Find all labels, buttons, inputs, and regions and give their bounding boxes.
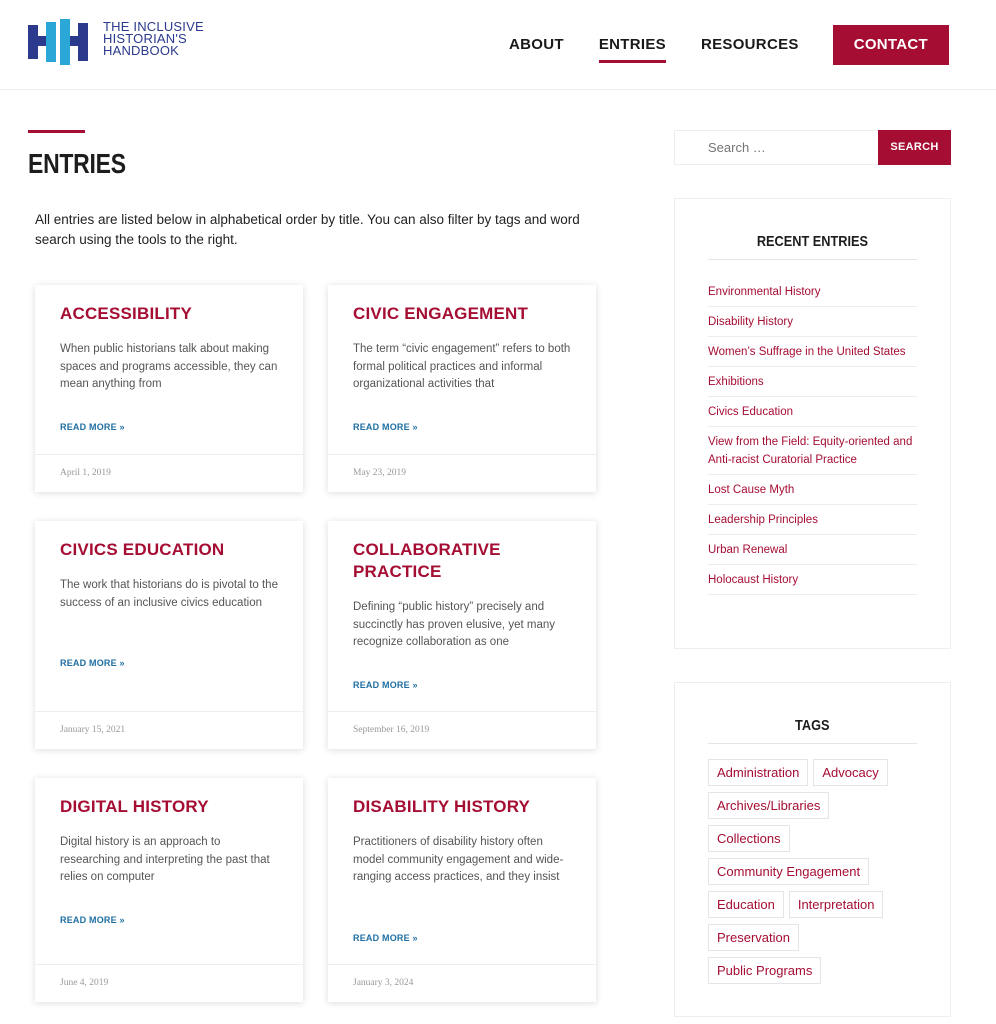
recent-entry-link[interactable]: Exhibitions (708, 367, 917, 397)
entry-card-title[interactable]: CIVIC ENGAGEMENT (353, 304, 529, 323)
nav-about[interactable]: ABOUT (509, 36, 564, 53)
recent-entry-link[interactable]: View from the Field: Equity-oriented and Anti-racist Curatorial Practice (708, 427, 917, 475)
entry-card-excerpt: The work that historians do is pivotal to the success of an inclusive civics education (60, 579, 278, 609)
recent-entries-title: RECENT ENTRIES (708, 233, 917, 260)
logo-icon (28, 19, 92, 65)
tag-public-programs[interactable]: Public Programs (708, 957, 821, 984)
entry-card-title[interactable]: CIVICS EDUCATION (60, 540, 225, 559)
site-header (0, 0, 996, 90)
recent-entry-link[interactable]: Holocaust History (708, 565, 917, 595)
read-more-link[interactable]: READ MORE » (353, 422, 418, 432)
logo-text (103, 21, 204, 57)
read-more-link[interactable]: READ MORE » (353, 933, 418, 943)
tag-administration[interactable]: Administration (708, 759, 808, 786)
entry-card (35, 778, 303, 1002)
entry-card-date: April 1, 2019 (35, 454, 303, 492)
nav-resources[interactable]: RESOURCES (700, 36, 799, 53)
title-accent-bar (28, 130, 85, 133)
page-intro: All entries are listed below in alphabetical order by title. You can also filter by tags and word search using the tools to the right. (35, 212, 580, 247)
tags-title: TAGS (708, 717, 917, 744)
entry-card (35, 285, 303, 492)
entry-card-date: June 4, 2019 (35, 964, 303, 1002)
entry-card-date: May 23, 2019 (328, 454, 596, 492)
site-logo[interactable] (28, 19, 204, 65)
recent-entry-link[interactable]: Disability History (708, 307, 917, 337)
entry-card (328, 521, 596, 749)
entry-card-excerpt: Practitioners of disability history often model community engagement and wide-ranging access practices, and they insist (353, 836, 564, 883)
nav-entries[interactable]: ENTRIES (599, 26, 666, 64)
read-more-link[interactable]: READ MORE » (353, 680, 418, 690)
tag-education[interactable]: Education (708, 891, 784, 918)
recent-entry-link[interactable]: Women’s Suffrage in the United States (708, 337, 917, 367)
tag-interpretation[interactable]: Interpretation (789, 891, 884, 918)
tag-advocacy[interactable]: Advocacy (813, 759, 887, 786)
read-more-link[interactable]: READ MORE » (60, 658, 125, 668)
read-more-link[interactable]: READ MORE » (60, 915, 125, 925)
tags-widget (674, 682, 951, 1017)
logo-line-1: THE INCLUSIVE (103, 19, 204, 34)
tag-archives-libraries[interactable]: Archives/Libraries (708, 792, 829, 819)
main-nav (474, 25, 949, 65)
nav-contact-button[interactable]: CONTACT (833, 25, 949, 65)
logo-line-3: HANDBOOK (103, 43, 180, 58)
tag-collections[interactable]: Collections (708, 825, 790, 852)
entry-card-date: January 3, 2024 (328, 964, 596, 1002)
entry-card (328, 285, 596, 492)
page-title: ENTRIES (28, 148, 126, 179)
entry-card-excerpt: When public historians talk about making spaces and programs accessible, they can mean anything from (60, 343, 278, 390)
entry-card-excerpt: The term “civic engagement” refers to both formal political practices and informal organizational activities that (353, 343, 571, 390)
tag-community-engagement[interactable]: Community Engagement (708, 858, 869, 885)
recent-entry-link[interactable]: Leadership Principles (708, 505, 917, 535)
entry-card (328, 778, 596, 1002)
entry-card (35, 521, 303, 749)
recent-entry-link[interactable]: Civics Education (708, 397, 917, 427)
entry-card-title[interactable]: DISABILITY HISTORY (353, 797, 531, 816)
entry-card-title[interactable]: ACCESSIBILITY (60, 304, 193, 323)
recent-entries-widget (674, 198, 951, 649)
recent-entries-list (708, 277, 917, 595)
logo-line-2: HISTORIAN'S (103, 31, 187, 46)
entry-card-date: September 16, 2019 (328, 711, 596, 749)
entry-card-date: January 15, 2021 (35, 711, 303, 749)
recent-entry-link[interactable]: Lost Cause Myth (708, 475, 917, 505)
search-input[interactable] (674, 130, 879, 165)
entry-card-title[interactable]: DIGITAL HISTORY (60, 797, 209, 816)
recent-entry-link[interactable]: Urban Renewal (708, 535, 917, 565)
tag-preservation[interactable]: Preservation (708, 924, 799, 951)
recent-entry-link[interactable]: Environmental History (708, 277, 917, 307)
entry-card-excerpt: Defining “public history” precisely and succinctly has proven elusive, yet many recognize collaboration as one (353, 601, 555, 648)
search-button[interactable]: SEARCH (878, 130, 951, 165)
read-more-link[interactable]: READ MORE » (60, 422, 125, 432)
entry-card-title[interactable]: COLLABORATIVE PRACTICE (353, 540, 501, 581)
entry-card-excerpt: Digital history is an approach to researching and interpreting the past that relies on computer (60, 836, 270, 883)
tag-cloud (708, 759, 923, 990)
